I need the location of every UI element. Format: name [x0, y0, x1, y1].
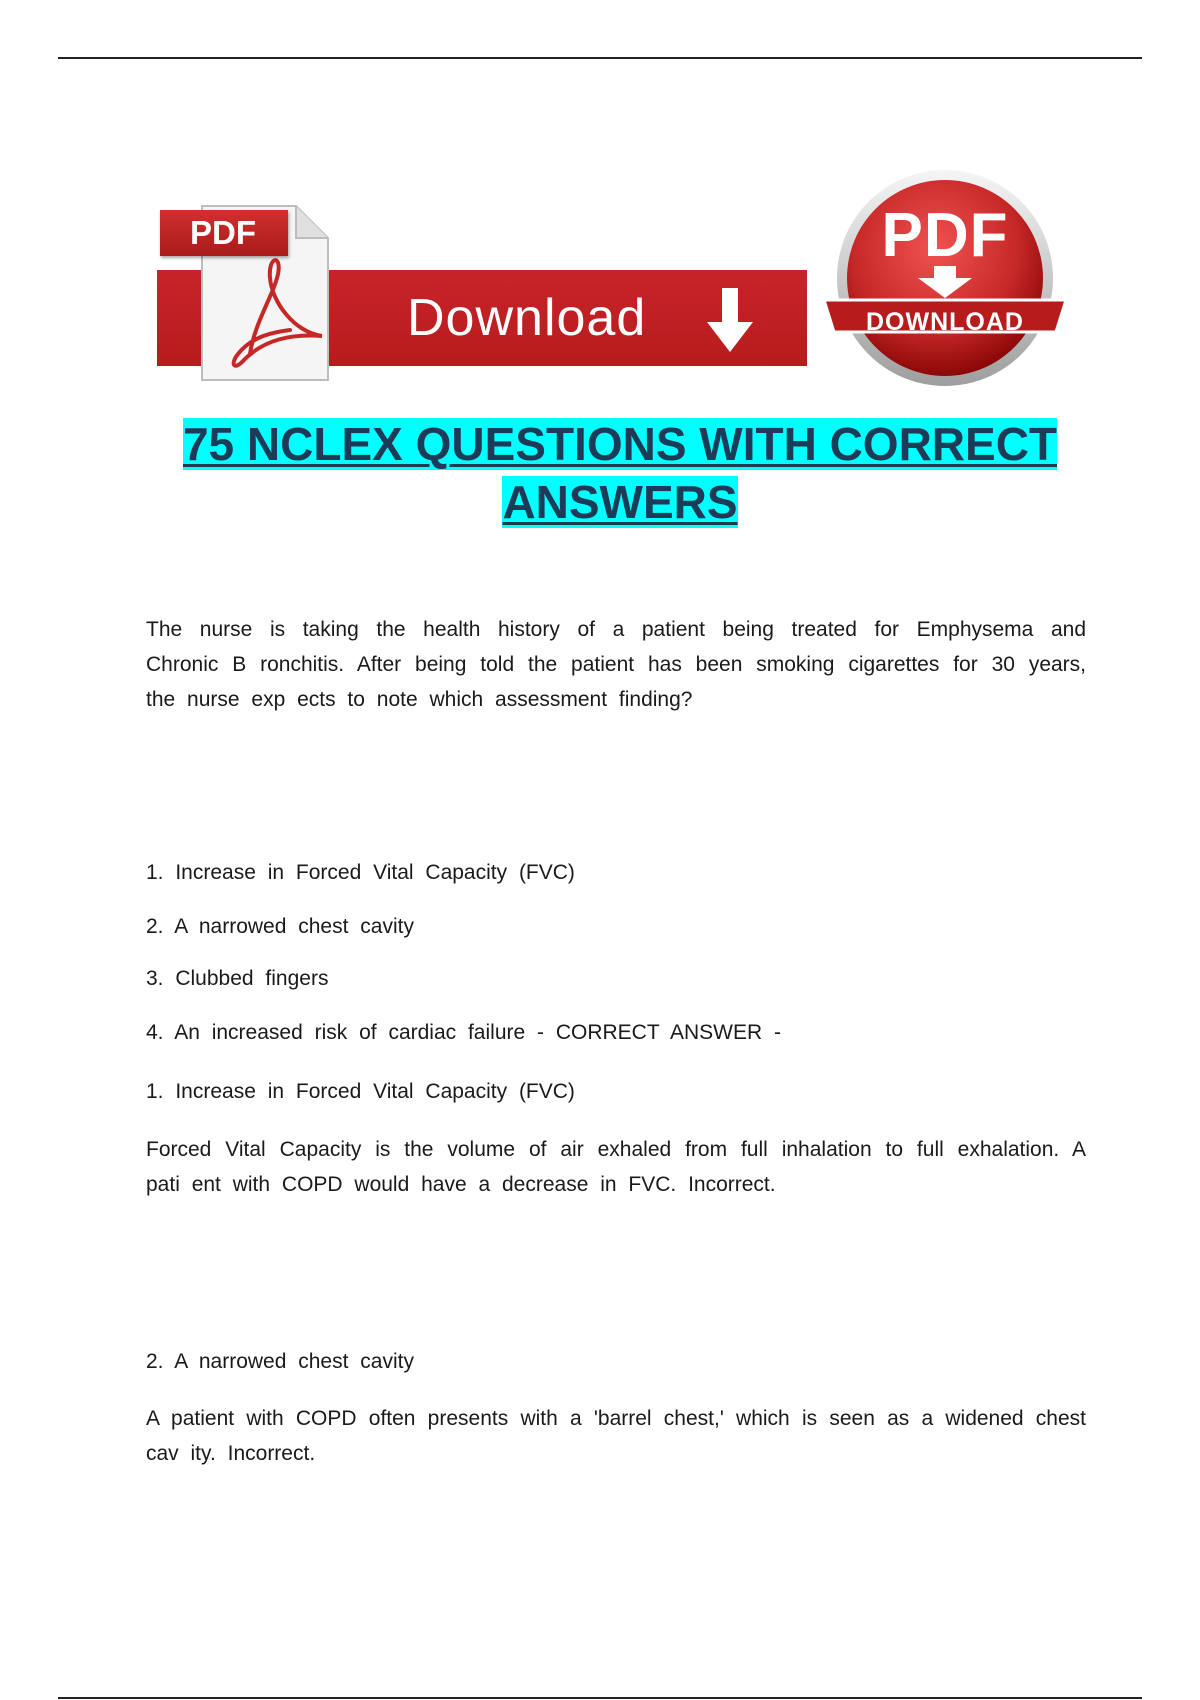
- option-1: 1. Increase in Forced Vital Capacity (FVC): [146, 861, 575, 884]
- pdf-tag-label: PDF: [160, 210, 288, 256]
- title-line-1: 75 NCLEX QUESTIONS WITH CORRECT: [182, 418, 1058, 470]
- pdf-download-badge[interactable]: [820, 170, 1070, 388]
- badge-pdf-label: PDF: [881, 201, 1009, 270]
- pdf-download-banner[interactable]: [152, 170, 1072, 400]
- question-text: The nurse is taking the health history of a patient being treated for Emphysema and Chronic B ronchitis. After being told the patient has been smoking cigarettes for 30 years, the nurse exp ects to note which assessment finding?: [146, 618, 1086, 711]
- top-rule: [58, 57, 1142, 59]
- download-label[interactable]: Download: [407, 289, 647, 347]
- download-arrow-icon: [705, 288, 755, 354]
- option-4-correct-answer: 4. An increased risk of cardiac failure - CORRECT ANSWER -: [146, 1021, 781, 1044]
- title-line-2: ANSWERS: [502, 476, 738, 528]
- page-title: [155, 415, 1085, 531]
- explanation-1-option: 1. Increase in Forced Vital Capacity (FVC): [146, 1080, 575, 1103]
- explanation-2-text: A patient with COPD often presents with a 'barrel chest,' which is seen as a widened chest cav ity. Incorrect.: [146, 1407, 1086, 1465]
- option-2: 2. A narrowed chest cavity: [146, 915, 414, 938]
- explanation-1-text: Forced Vital Capacity is the volume of air exhaled from full inhalation to full exhalation. A pati ent with COPD would have a decrease in FVC. Incorrect.: [146, 1138, 1086, 1196]
- option-3: 3. Clubbed fingers: [146, 967, 329, 990]
- explanation-2-option: 2. A narrowed chest cavity: [146, 1350, 414, 1373]
- bottom-rule: [58, 1697, 1142, 1699]
- badge-download-label: DOWNLOAD: [866, 308, 1024, 336]
